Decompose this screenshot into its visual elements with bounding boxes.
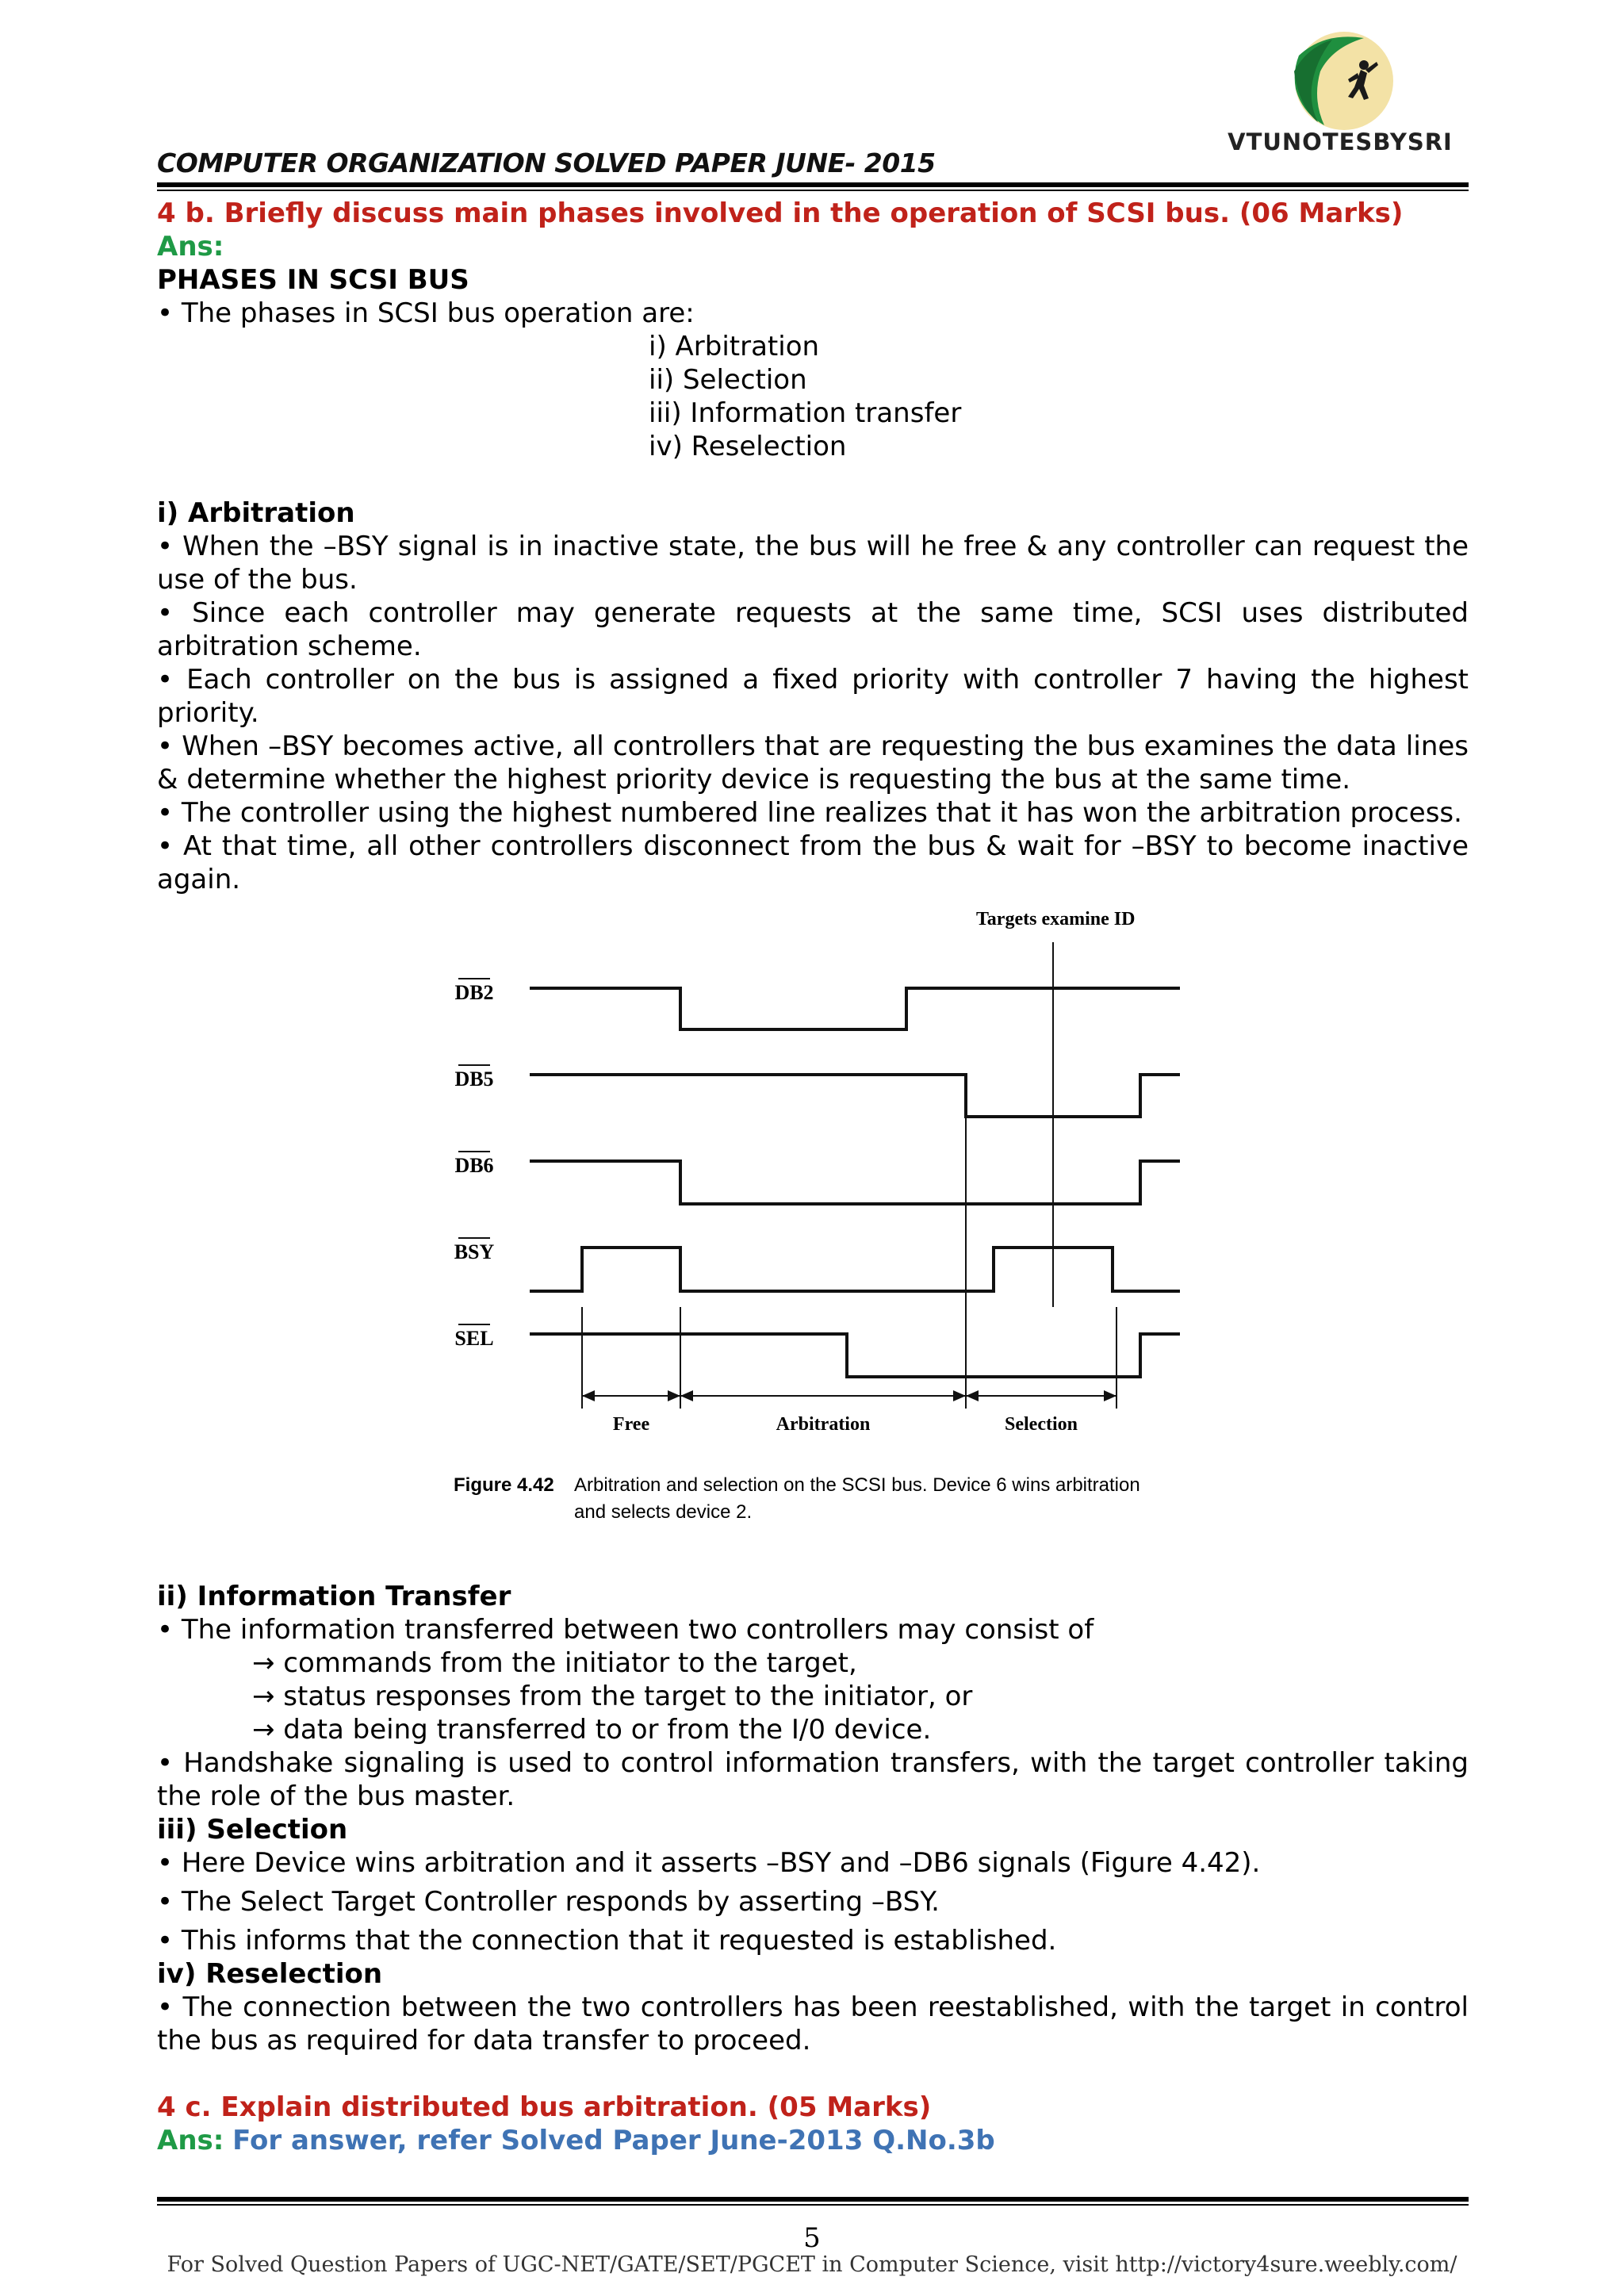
info-transfer-item: → commands from the initiator to the target, [252,1647,857,1679]
footer-rule-thin [157,2204,1469,2206]
annotation-targets-examine-id: Targets examine ID [976,909,1136,930]
figure-caption-line2: and selects device 2. [574,1501,753,1523]
question-4c: 4 c. Explain distributed bus arbitration. (05 Marks) [157,2091,932,2123]
timing-diagram [157,903,1469,1577]
arbitration-heading: i) Arbitration [157,497,355,529]
document-body [157,197,1469,2157]
signal-db2-waveform [530,988,1180,1029]
header-rule [157,182,1469,187]
signal-db6-waveform [530,1161,1180,1204]
answer-label: Ans: [157,231,224,263]
interval-arbitration: Arbitration [776,1414,871,1435]
figure-caption-label: Figure 4.42 [454,1474,554,1496]
selection-heading: iii) Selection [157,1814,348,1846]
info-transfer-intro: • The information transferred between two controllers may consist of [157,1614,1094,1646]
info-transfer-point: • Handshake signaling is used to control information transfers, with the target controller taking the role of the bus master. [157,1747,1469,1812]
logo-text: VTUNOTESBYSRI [1228,128,1453,155]
header-rule-thin [157,190,1469,191]
phase-item: iv) Reselection [649,431,847,462]
arbitration-point: • When –BSY becomes active, all controllers that are requesting the bus examines the data lines & determine whether the highest priority device is requesting the bus at the same time. [157,730,1469,795]
answer-label-4c: Ans: [157,2125,224,2156]
arbitration-point: • Since each controller may generate requests at the same time, SCSI uses distributed arbitration scheme. [157,597,1469,662]
phase-list [157,330,1469,463]
timing-diagram-figure [157,903,1469,1577]
answer-reference: For answer, refer Solved Paper June-2013 Q.No.3b [232,2125,995,2156]
signal-label-sel: SEL [454,1327,494,1350]
interval-free: Free [612,1414,650,1435]
phases-intro: • The phases in SCSI bus operation are: [157,297,695,329]
interval-selection: Selection [1005,1414,1078,1435]
phase-item: iii) Information transfer [649,397,962,429]
phase-item: i) Arbitration [649,331,820,362]
signal-label-db6: DB6 [454,1154,494,1177]
info-transfer-item: → data being transferred to or from the I/0 device. [252,1714,932,1746]
footer-text: For Solved Question Papers of UGC-NET/GATE/SET/PGCET in Computer Science, visit http://victory4sure.weebly.com/ [167,2252,1457,2277]
signal-label-bsy: BSY [454,1240,495,1263]
signal-db5-waveform [530,1075,1180,1117]
arbitration-point: • Each controller on the bus is assigned a fixed priority with controller 7 having the highest priority. [157,664,1469,729]
question-4b: 4 b. Briefly discuss main phases involved in the operation of SCSI bus. (06 Marks) [157,197,1404,229]
signal-label-db5: DB5 [454,1068,494,1091]
header-title: COMPUTER ORGANIZATION SOLVED PAPER JUNE- 2015 [157,148,936,178]
selection-point: • This informs that the connection that it requested is established. [157,1925,1057,1957]
signal-label-db2: DB2 [454,981,494,1004]
info-transfer-item: → status responses from the target to the initiator, or [252,1681,973,1712]
selection-point: • Here Device wins arbitration and it asserts –BSY and –DB6 signals (Figure 4.42). [157,1847,1261,1879]
figure-caption-line1: Arbitration and selection on the SCSI bus. Device 6 wins arbitration [574,1474,1140,1496]
arbitration-point: • The controller using the highest numbered line realizes that it has won the arbitration process. [157,797,1462,829]
reselection-heading: iv) Reselection [157,1958,383,1990]
phase-item: ii) Selection [649,364,807,396]
signal-bsy-waveform [530,1248,1180,1291]
page-number: 5 [803,2222,821,2254]
reselection-point: • The connection between the two controllers has been reestablished, with the target in control the bus as required for data transfer to proceed. [157,1991,1469,2056]
footer-rule [157,2197,1469,2202]
selection-point: • The Select Target Controller responds by asserting –BSY. [157,1886,940,1918]
arbitration-point: • At that time, all other controllers disconnect from the bus & wait for –BSY to become inactive again. [157,830,1469,895]
info-transfer-heading: ii) Information Transfer [157,1581,511,1612]
signal-sel-waveform [530,1334,1180,1377]
arbitration-point: • When the –BSY signal is in inactive state, the bus will he free & any controller can request the use of the bus. [157,531,1469,596]
section-heading: PHASES IN SCSI BUS [157,264,469,296]
